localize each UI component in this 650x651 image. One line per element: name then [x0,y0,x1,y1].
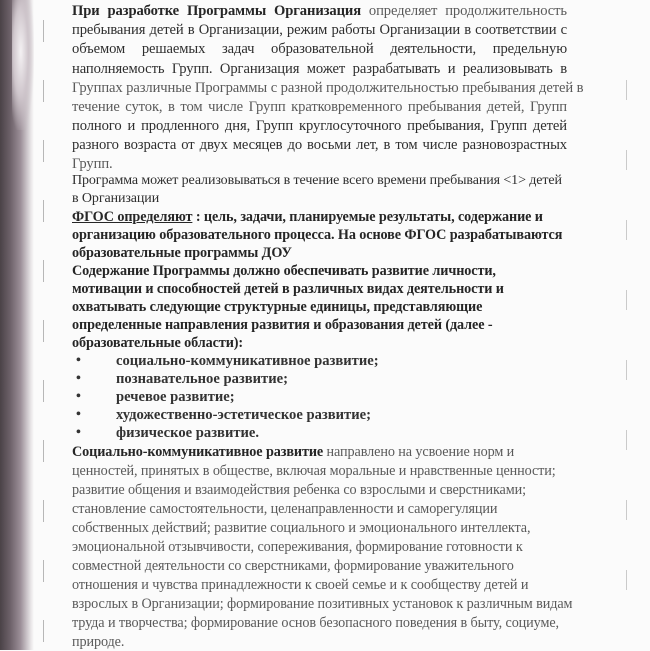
social-line-8: отношения и чувства принадлежности к своей семье и к сообществу детей и [72,577,529,593]
bullet-icon: • [76,407,81,422]
intro-line-5: Группах различные Программы с разной продолжительностью пребывания детей в [72,80,584,96]
content-line-1: Содержание Программы должно обеспечивать развитие личности, [72,263,496,279]
content-line-3: охватывать следующие структурные единицы, представляющие [72,299,483,315]
intro-line-9: Групп. [72,156,113,172]
content-line-2: мотивации и способностей детей в различных видах деятельности и [72,281,504,297]
program-line-2: в Организации [72,191,160,206]
fgos-line-1: ФГОС определяют : цель, задачи, планируемые результаты, содержание и [72,209,543,225]
social-line-11: природе. [72,634,125,650]
list-item: художественно-эстетическое развитие; [116,407,371,423]
fgos-lead-underlined: ФГОС определяют [72,209,193,225]
list-item: физическое развитие. [116,425,260,441]
social-line-3: развитие общения и взаимодействия ребенка со взрослыми и сверстниками; [72,482,526,498]
intro-line-6: течение суток, в том числе Групп кратковременного пребывания детей, Групп [72,99,567,115]
social-line-1: Социально-коммуникативное развитие направлено на усвоение норм и [72,444,515,460]
social-line-4: становление самостоятельности, целенаправленности и саморегуляции [72,501,498,517]
fgos-line-3: образовательные программы ДОУ [72,245,292,261]
social-line-2: ценностей, принятых в обществе, включая моральные и нравственные ценности; [72,463,556,479]
program-line-1: Программа может реализовываться в течение всего времени пребывания <1> детей [72,173,562,188]
bullet-icon: • [76,371,81,386]
social-line-9: взрослых в Организации; формирование позитивных установок к различным видам [72,596,573,612]
intro-line-7: полного и продленного дня, Групп круглосуточного пребывания, Групп детей [72,118,567,134]
bullet-icon: • [76,353,81,368]
social-line-10: труда и творчества; формирование основ безопасного поведения в быту, социуме, [72,615,559,631]
social-line-6: эмоциональной отзывчивости, сопереживания, формирование готовности к [72,539,523,555]
social-lead-bold: Социально-коммуникативное развитие [72,444,324,460]
list-item: познавательное развитие; [116,371,288,387]
social-line-5: собственных действий; развитие социального и эмоционального интеллекта, [72,520,531,536]
content-line-4: определенные направления развития и образования детей (далее - [72,317,493,333]
intro-line-1: При разработке Программы Организация определяет продолжительность [72,3,567,19]
fgos-line-2: организацию образовательного процесса. На основе ФГОС разрабатываются [72,227,563,243]
bullet-icon: • [76,389,81,404]
social-line-7: совместной деятельности со сверстниками, формирование уважительного [72,558,514,574]
bullet-icon: • [76,425,81,440]
list-item: социально-коммуникативное развитие; [116,353,379,369]
intro-lead-bold: При разработке Программы Организация [72,3,361,19]
list-item: речевое развитие; [116,389,235,405]
intro-line-2: пребывания детей в Организации, режим работы Организации в соответствии с [72,22,567,38]
intro-line-4: наполняемость Групп. Организация может разрабатывать и реализовывать в [72,61,567,77]
intro-line-3: объемом решаемых задач образовательной деятельности, предельную [72,41,567,57]
content-line-5: образовательные области): [72,335,244,351]
intro-line-8: разного возраста от двух месяцев до восьми лет, в том числе разновозрастных [72,137,567,153]
